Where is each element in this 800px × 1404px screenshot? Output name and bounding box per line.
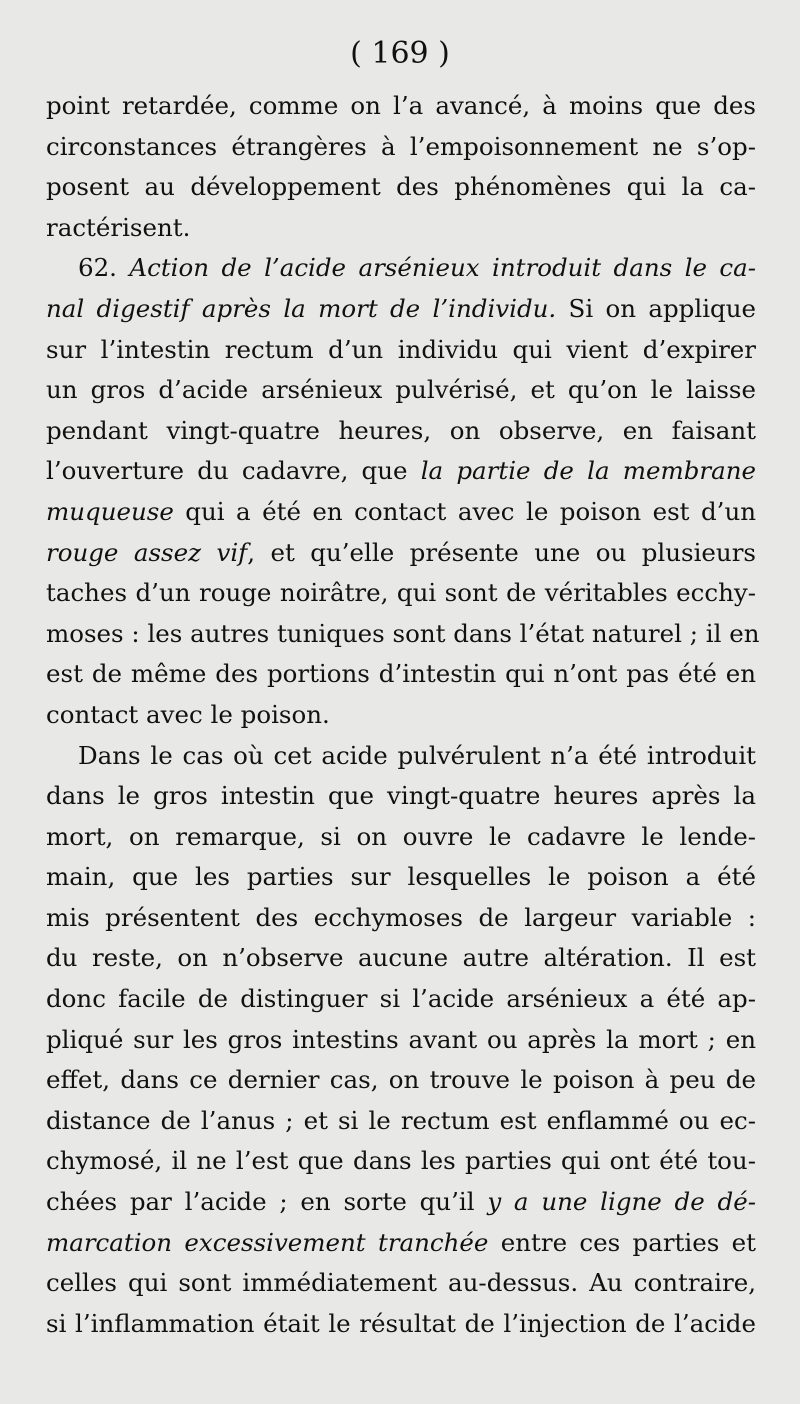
text-line [46, 654, 756, 695]
text-line [46, 1304, 756, 1345]
text-line [46, 127, 756, 168]
text-run: si l’inflammation était le résultat de l’injection de l’acide [46, 1308, 756, 1338]
text-run: circonstances étrangères à l’empoisonnement ne s’op- [46, 131, 756, 161]
italic-run: la partie de la membrane [420, 456, 756, 486]
text-run: mis présentent des ecchymoses de largeur variable : [46, 902, 756, 932]
italic-run: marcation excessivement tranchée [46, 1227, 489, 1257]
text-run: du reste, on n’observe aucune autre altération. Il est [46, 943, 756, 973]
text-line [46, 208, 756, 249]
text-run: l’ouverture du cadavre, que [46, 456, 421, 486]
page-number: ( 169 ) [350, 36, 450, 71]
text-run: qui a été en contact avec le poison est d’un [173, 496, 756, 526]
section-heading-line [46, 248, 756, 289]
text-line [46, 167, 756, 208]
text-line [46, 1263, 756, 1304]
text-run: contact avec le poison. [46, 699, 330, 729]
italic-run: y a une ligne de dé- [487, 1187, 756, 1217]
text-run: ractérisent. [46, 212, 191, 242]
text-run: donc facile de distinguer si l’acide arsénieux a été ap- [46, 984, 756, 1014]
italic-run: nal digestif après la mort de l’individu. [46, 293, 557, 323]
text-line [46, 817, 756, 858]
text-line [46, 1101, 756, 1142]
text-run: posent au développement des phénomènes qui la ca- [46, 172, 756, 202]
text-line [46, 573, 756, 614]
text-line [46, 289, 756, 330]
text-run: effet, dans ce dernier cas, on trouve le poison à peu de [46, 1065, 756, 1095]
text-line [46, 898, 756, 939]
text-line [46, 451, 756, 492]
text-run: est de même des portions d’intestin qui n’ont pas été en [46, 659, 756, 689]
text-run: Si on applique [556, 293, 756, 323]
text-run: moses : les autres tuniques sont dans l’état naturel ; il en [46, 618, 760, 648]
text-line [46, 370, 756, 411]
italic-run: rouge assez vif [46, 537, 248, 567]
text-line [46, 938, 756, 979]
text-line [46, 695, 756, 736]
text-run: taches d’un rouge noirâtre, qui sont de véritables ecchy- [46, 578, 756, 608]
text-run: dans le gros intestin que vingt-quatre heures après la [46, 781, 756, 811]
text-line [46, 1223, 756, 1264]
text-line [46, 86, 756, 127]
text-run: 62. [78, 253, 130, 283]
text-run: point retardée, comme on l’a avancé, à moins que des [46, 91, 756, 120]
text-run: main, que les parties sur lesquelles le poison a été [46, 862, 756, 892]
text-run: chées par l’acide ; en sorte qu’il [46, 1187, 488, 1217]
text-line [46, 1060, 756, 1101]
text-line [46, 736, 756, 777]
body-text [46, 86, 760, 1344]
text-run: distance de l’anus ; et si le rectum est enflammé ou ec- [46, 1105, 756, 1135]
text-line [46, 614, 760, 655]
text-line [46, 411, 756, 452]
text-line [46, 1141, 756, 1182]
text-run: sur l’intestin rectum d’un individu qui vient d’expirer [46, 334, 756, 364]
text-line [46, 776, 756, 817]
text-run: celles qui sont immédiatement au-dessus. Au contraire, [46, 1268, 756, 1298]
text-run: un gros d’acide arsénieux pulvérisé, et qu’on le laisse [46, 375, 756, 405]
text-line [46, 979, 756, 1020]
italic-run: Action de l’acide arsénieux introduit dans le ca- [129, 253, 756, 283]
text-run: chymosé, il ne l’est que dans les parties qui ont été tou- [46, 1146, 756, 1176]
italic-run: muqueuse [46, 496, 174, 526]
text-line [46, 1182, 756, 1223]
text-line [46, 492, 756, 533]
text-line [46, 330, 756, 371]
text-run: Dans le cas où cet acide pulvérulent n’a été introduit [78, 740, 756, 770]
text-run: , et qu’elle présente une ou plusieurs [247, 537, 756, 567]
text-run: entre ces parties et [488, 1227, 756, 1257]
text-run: pliqué sur les gros intestins avant ou après la mort ; en [46, 1024, 756, 1054]
text-run: mort, on remarque, si on ouvre le cadavre le lende- [46, 821, 756, 851]
text-run: pendant vingt-quatre heures, on observe, en faisant [46, 415, 756, 445]
text-line [46, 533, 756, 574]
text-line [46, 1020, 756, 1061]
text-line [46, 857, 756, 898]
